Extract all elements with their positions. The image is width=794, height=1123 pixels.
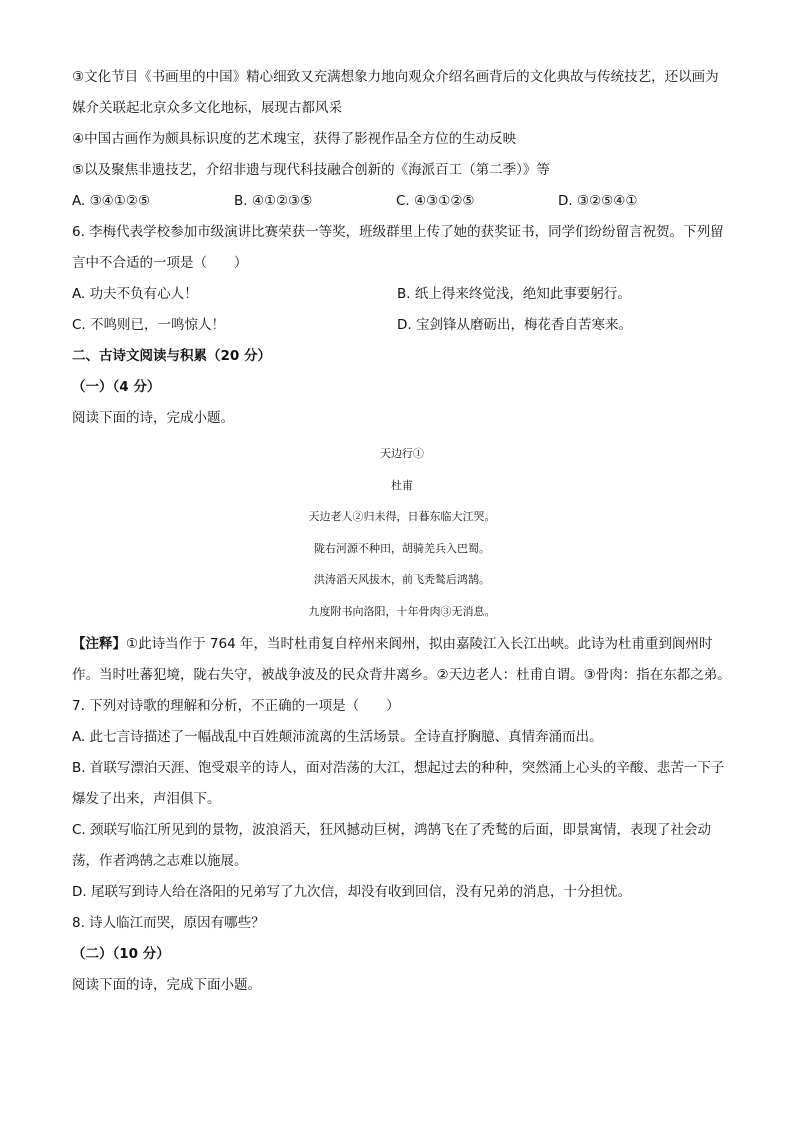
exam-page: [72, 62, 732, 1001]
statement-4: ④中国古画作为颇具标识度的艺术瑰宝，获得了影视作品全方位的生动反映: [72, 131, 517, 147]
q7-option-c: C. 颈联写临江所见到的景物，波浪滔天，狂风撼动巨树，鸿鹄飞在了秃鹙的后面，即景寓情，表现了社会动荡，作者鸿鹄之志难以施展。: [72, 822, 712, 869]
q5-option-d: D. ③②⑤④①: [558, 193, 638, 209]
part-2-instruction: 阅读下面的诗，完成下面小题。: [72, 977, 261, 993]
q6-options-row1: [72, 279, 732, 310]
q7-stem: 7. 下列对诗歌的理解和分析，不正确的一项是（ ）: [72, 698, 400, 714]
poem-block: [72, 438, 732, 627]
part-2-title: （二）（10 分）: [72, 946, 170, 962]
poem-line-2: 陇右河源不种田，胡骑羌兵入巴蜀。: [314, 541, 490, 555]
part-1-instruction: 阅读下面的诗，完成小题。: [72, 410, 234, 426]
q6-stem: 6. 李梅代表学校参加市级演讲比赛荣获一等奖，班级群里上传了她的获奖证书，同学们纷纷留言祝贺。下列留言中不合适的一项是（ ）: [72, 224, 724, 271]
poem-author: 杜甫: [391, 478, 413, 492]
q6-option-c: C. 不鸣则已，一鸣惊人！: [72, 317, 226, 333]
poem-note: [72, 629, 732, 691]
q5-option-b: B. ④①②③⑤: [234, 193, 313, 209]
q6-option-d: D. 宝剑锋从磨砺出，梅花香自苦寒来。: [397, 317, 632, 333]
q6-option-a: A. 功夫不负有心人！: [72, 286, 198, 302]
q5-option-c: C. ④③①②⑤: [396, 193, 475, 209]
q6-options-row2: [72, 310, 732, 341]
q5-option-a: A. ③④①②⑤: [72, 193, 151, 209]
note-text: ①此诗当作于 764 年，当时杜甫复自梓州来阆州，拟由嘉陵江入长江出峡。此诗为杜甫重到阆州时作。当时吐蕃犯境，陇右失守，被战争波及的民众背井离乡。②天边老人：杜甫自谓。③骨肉：指在东都之弟。: [72, 636, 731, 683]
poem-line-4: 九度附书向洛阳，十年骨肉③无消息。: [308, 604, 496, 618]
poem-title: 天边行①: [380, 447, 424, 460]
section-2-title: 二、古诗文阅读与积累（20 分）: [72, 348, 271, 364]
q7-option-a: A. 此七言诗描述了一幅战乱中百姓颠沛流离的生活场景。全诗直抒胸臆、真情奔涌而出。: [72, 729, 603, 745]
statement-3: ③文化节目《书画里的中国》精心细致又充满想象力地向观众介绍名画背后的文化典故与传统技艺，还以画为媒介关联起北京众多文化地标，展现古都风采: [72, 69, 719, 116]
q7-option-b: B. 首联写漂泊天涯、饱受艰辛的诗人，面对浩荡的大江，想起过去的种种，突然涌上心头的辛酸、悲苦一下子爆发了出来，声泪俱下。: [72, 760, 725, 807]
poem-line-3: 洪涛滔天风拔木，前飞秃鹙后鸿鹄。: [314, 573, 490, 586]
poem-line-1: 天边老人②归未得，日暮东临大江哭。: [308, 510, 496, 523]
note-label: 【注释】: [72, 636, 126, 652]
q7-option-d: D. 尾联写到诗人给在洛阳的兄弟写了九次信，却没有收到回信，没有兄弟的消息，十分担忧。: [72, 884, 631, 900]
q6-option-b: B. 纸上得来终觉浅，绝知此事要躬行。: [397, 286, 631, 302]
statement-5: ⑤以及聚焦非遗技艺，介绍非遗与现代科技融合创新的《海派百工（第二季）》等: [72, 162, 550, 178]
q5-options: [72, 186, 732, 217]
part-1-title: （一）（4 分）: [72, 379, 161, 395]
q8-stem: 8. 诗人临江而哭，原因有哪些？: [72, 915, 265, 931]
